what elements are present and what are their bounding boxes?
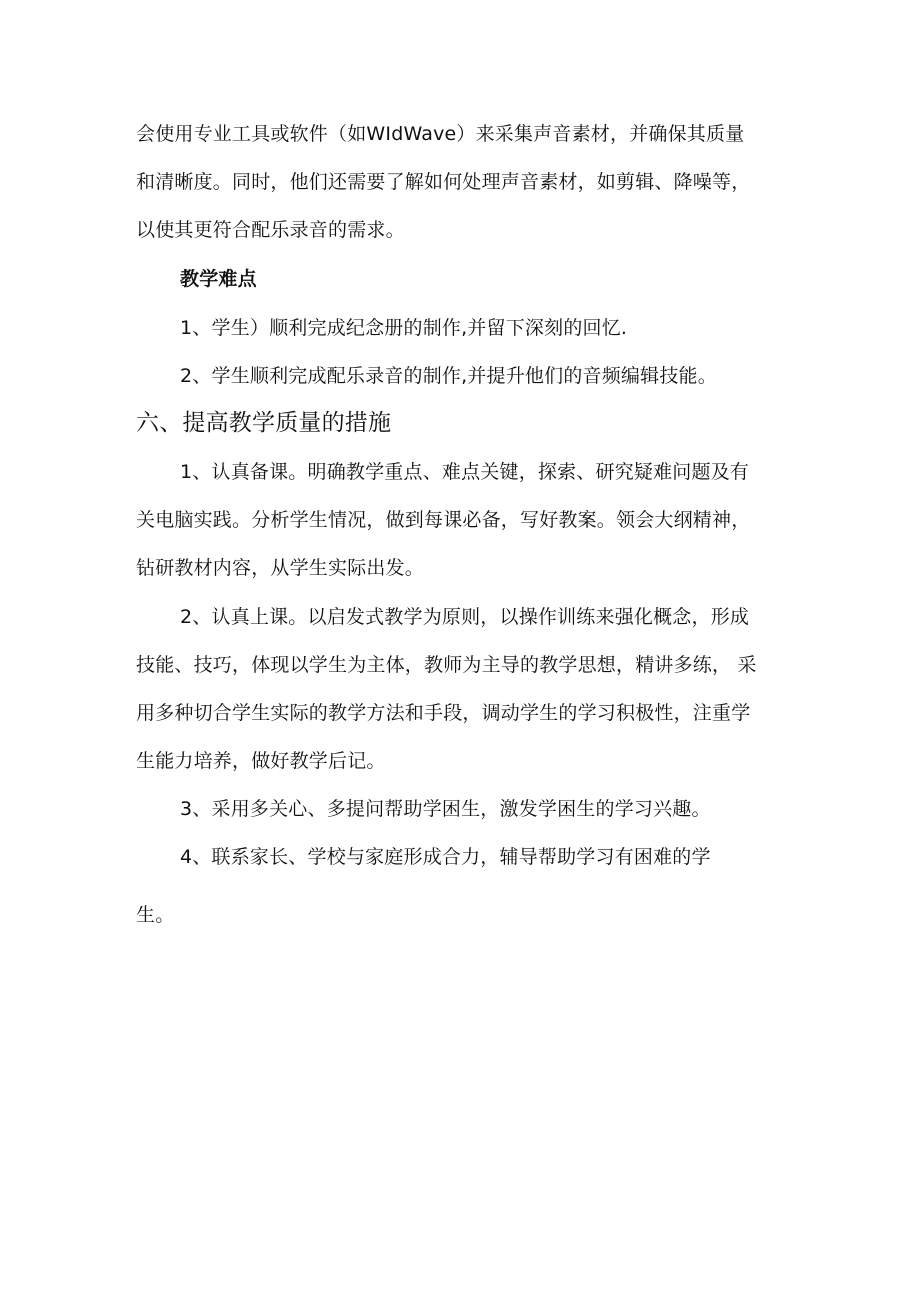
intro-line-1: 会使用专业工具或软件（如WIdWave）来采集声音素材，并确保其质量	[136, 123, 745, 145]
measure-2-line-1: 2、认真上课。以启发式教学为原则，以操作训练来强化概念，形成	[180, 606, 750, 628]
measure-2-line-3: 用多种切合学生实际的教学方法和手段，调动学生的学习积极性，注重学	[136, 702, 751, 724]
intro-line-2: 和清晰度。同时，他们还需要了解如何处理声音素材，如剪辑、降噪等，	[136, 171, 751, 193]
measure-1-line-3: 钻研教材内容，从学生实际出发。	[136, 557, 425, 579]
measure-1-line-2: 关电脑实践。分析学生情况，做到每课必备，写好教案。领会大纲精神，	[136, 509, 751, 531]
difficulty-item-2: 2、学生顺利完成配乐录音的制作,并提升他们的音频编辑技能。	[180, 365, 717, 387]
measure-2-line-2: 技能、技巧，体现以学生为主体，教师为主导的教学思想，精讲多练， 采	[136, 654, 757, 676]
measure-4-line-1: 4、联系家长、学校与家庭形成合力，辅导帮助学习有困难的学	[180, 846, 711, 868]
intro-line-3: 以使其更符合配乐录音的需求。	[136, 219, 405, 241]
measure-2-line-4: 生能力培养，做好教学后记。	[136, 750, 386, 772]
difficulties-heading: 教学难点	[180, 268, 257, 290]
measure-3-line-1: 3、采用多关心、多提问帮助学困生，激发学困生的学习兴趣。	[180, 798, 711, 820]
measure-4-line-2: 生。	[136, 904, 175, 926]
difficulty-item-1: 1、学生）顺利完成纪念册的制作,并留下深刻的回忆.	[180, 317, 628, 339]
measure-1-line-1: 1、认真备课。明确教学重点、难点关键，探索、研究疑难问题及有	[180, 461, 750, 483]
section-six-title: 六、提高教学质量的措施	[136, 410, 392, 436]
